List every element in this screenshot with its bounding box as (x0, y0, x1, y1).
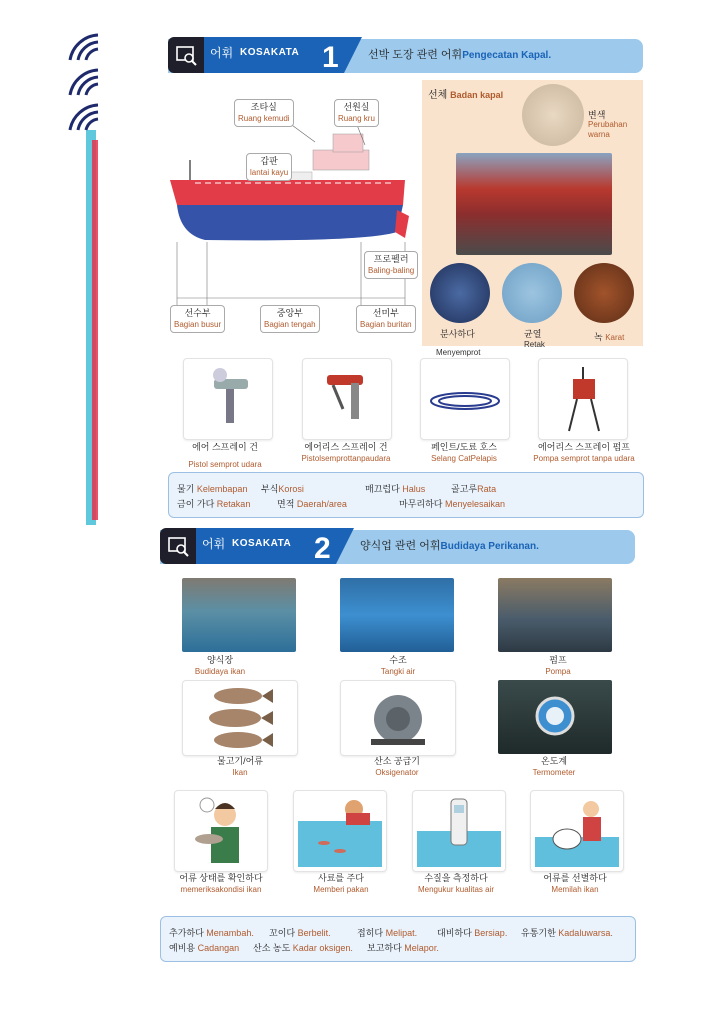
tool-card-air-spray (183, 358, 273, 440)
spray-label-id: Menyemprot (436, 348, 481, 357)
action-label-0: 어류 상태를 확인하다 memeriksakondisi ikan (179, 873, 263, 894)
ship-hull-photo (456, 153, 612, 255)
vocab2-item-2: 접히다 Melipat. (357, 928, 418, 938)
crack-label-id: Retak (524, 340, 545, 349)
vocab1-item-2: 매끄럽다 Halus (365, 484, 426, 494)
vocab2-item-0: 추가하다 Menambah. (169, 928, 254, 938)
label-stern: 선미부 Bagian buritan (356, 305, 416, 333)
vocab1-item-3: 골고루Rata (451, 484, 497, 494)
section2-eo: 어휘 (202, 537, 226, 551)
vocab1-item-4: 금이 가다 Retakan (177, 499, 251, 509)
feeding-fish-icon (294, 791, 386, 871)
spray-label: 분사하다 (440, 329, 475, 339)
vocab2-item-4: 유통기한 Kadaluwarsa. (521, 928, 613, 938)
label-crew-room: 선원실 Ruang kru (334, 99, 379, 127)
fish-label-5: 온도계 Termometer (532, 756, 576, 777)
water-tank-photo (340, 578, 454, 652)
vocab2-item-7: 보고하다 Melapor. (367, 943, 439, 953)
label-propeller: 프로펠러 Baling-baling (364, 251, 418, 279)
section2-number: 2 (314, 532, 331, 565)
fish-label-4: 산소 공급기 Oksigenator (374, 756, 420, 777)
fish-photo (182, 680, 298, 756)
tool-label-2: 페인트/도료 호스 Selang CatPelapis (431, 442, 497, 463)
vocab-box-2 (160, 916, 636, 962)
crack-label: 균열 (524, 329, 542, 339)
vocab1-item-1: 부식Korosi (261, 484, 304, 494)
fish-label-3: 물고기/어류 Ikan (217, 756, 263, 777)
fish-label-0: 양식장 Budidaya ikan (194, 655, 246, 676)
spray-pump-icon (539, 359, 627, 439)
vocab2-item-6: 산소 농도 Kadar oksigen. (253, 943, 353, 953)
section1-title: 선박 도장 관련 어휘Pengecatan Kapal. (368, 49, 552, 61)
tool-label-0: 에어 스프레이 건 Pistol semprot udara (188, 442, 262, 469)
action-card-check (174, 790, 268, 872)
vocab2-item-5: 예비용 Cadangan (169, 943, 240, 953)
action-label-3: 어류를 선별하다 Memilah ikan (543, 873, 607, 894)
section1-number: 1 (322, 41, 339, 74)
vocab-box-1 (168, 472, 644, 518)
action-card-feed (293, 790, 387, 872)
thermometer-photo (498, 680, 612, 754)
spray-photo (430, 263, 490, 323)
oxygenator-photo (340, 680, 456, 756)
section2-kosakata: KOSAKATA (232, 538, 292, 549)
discolor-photo (522, 84, 584, 146)
hull-panel-title: 선체 Badan kapal (428, 90, 504, 101)
water-meter-icon (413, 791, 505, 871)
fish-label-1: 수조 Tangki air (380, 655, 416, 676)
label-deck: 갑판 lantai kayu (246, 153, 292, 181)
vocab2-item-3: 대비하다 Bersiap. (437, 928, 508, 938)
section2-title: 양식업 관련 어휘Budidaya Perikanan. (360, 540, 539, 552)
section1-header (168, 37, 643, 73)
rust-photo (574, 263, 634, 323)
pump-photo (498, 578, 612, 652)
label-mid: 중앙부 Bagian tengah (260, 305, 320, 333)
tool-card-airless-gun (302, 358, 392, 440)
label-bow: 선수부 Bagian busur (170, 305, 225, 333)
tool-label-3: 에어리스 스프레이 펌프 Pompa semprot tanpa udara (533, 442, 635, 463)
action-label-1: 사료를 주다 Memberi pakan (313, 873, 369, 894)
label-bridge: 조타실 Ruang kemudi (234, 99, 294, 127)
airless-gun-icon (303, 359, 391, 439)
search-book-icon (160, 528, 196, 564)
vocab1-item-6: 마무리하다 Menyelesaikan (399, 499, 506, 509)
section1-eo: 어휘 (210, 46, 234, 60)
decorative-swirl (60, 30, 100, 140)
action-card-sort (530, 790, 624, 872)
oxygenator-icon (341, 681, 455, 755)
vocab1-item-5: 면적 Daerah/area (277, 499, 347, 509)
tool-card-hose (420, 358, 510, 440)
section2-header (160, 528, 635, 564)
decorative-band-red (92, 140, 98, 520)
rust-label: 녹 Karat (594, 332, 625, 342)
fish-label-2: 펌프 Pompa (545, 655, 571, 676)
discolor-label: 변색 Perubahan warna (588, 110, 628, 139)
person-check-fish-icon (175, 791, 267, 871)
section1-kosakata: KOSAKATA (240, 47, 300, 58)
tool-label-1: 에어리스 스프레이 건 Pistolsemprottanpaudara (301, 442, 391, 463)
tool-card-pump (538, 358, 628, 440)
crack-photo (502, 263, 562, 323)
action-label-2: 수질을 측정하다 Mengukur kualitas air (417, 873, 495, 894)
fish-icon (183, 681, 297, 755)
ship-diagram (165, 120, 415, 320)
person-sort-fish-icon (531, 791, 623, 871)
vocab1-item-0: 물기 Kelembapan (177, 484, 248, 494)
search-book-icon (168, 37, 204, 73)
fish-farm-photo (182, 578, 296, 652)
spray-gun-icon (184, 359, 272, 439)
action-card-measure (412, 790, 506, 872)
vocab2-item-1: 꼬이다 Berbelit. (269, 928, 331, 938)
hose-icon (421, 359, 509, 439)
thermometer-icon (498, 680, 612, 754)
